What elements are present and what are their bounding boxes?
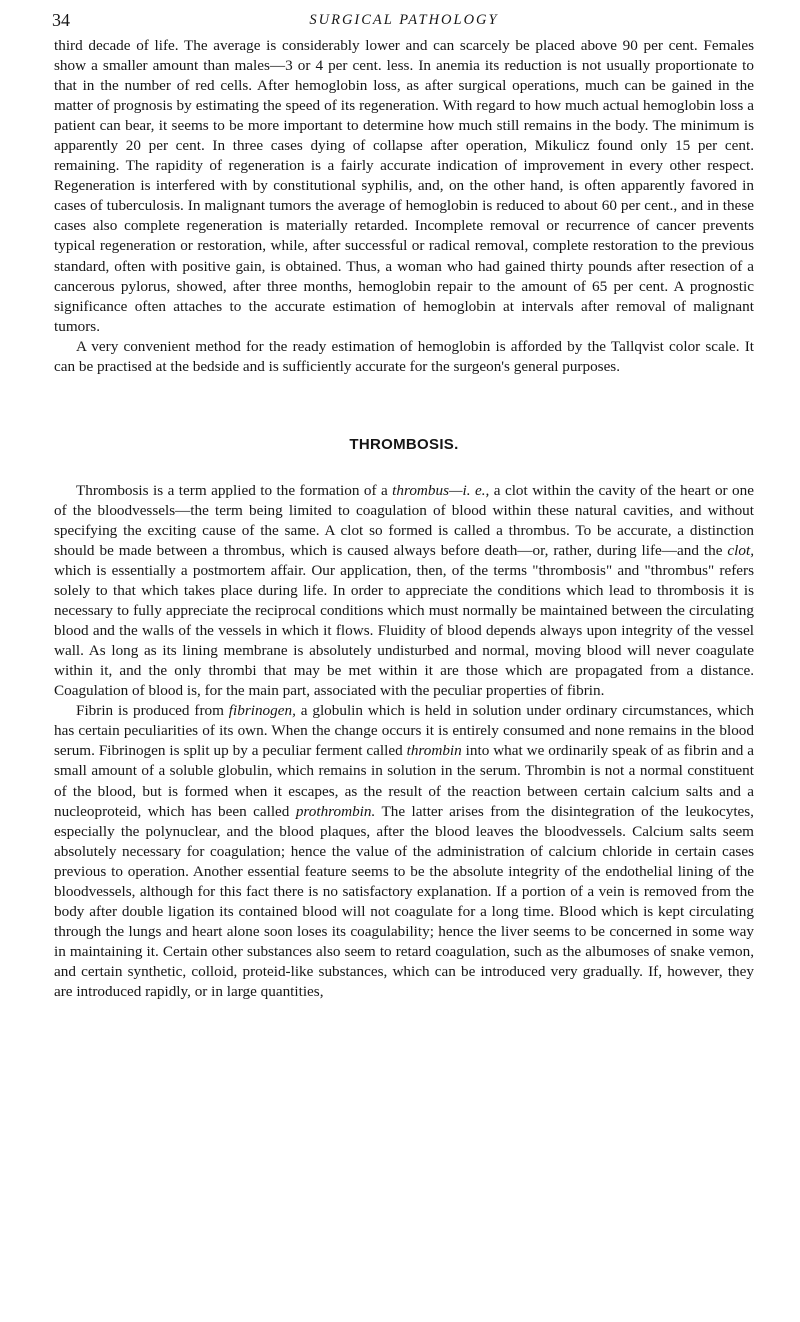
paragraph-fibrin-production: [54, 701, 754, 1002]
italic-run: clot,: [727, 541, 754, 559]
body-bottom: [54, 481, 754, 1002]
text-run: Thrombosis is a term applied to the formation of a: [76, 481, 393, 499]
book-page: [54, 10, 754, 1002]
text-run: into what we ordinarily speak of as fibrin and a small amount of a soluble globulin, which remains in solution in the serum. Thrombin is not a normal constituent of the blood, but is formed when it escapes, as the result of the reaction between certain calcium salts and a nucleoproteid, which has been called: [54, 742, 754, 820]
italic-run: thrombin: [406, 742, 462, 760]
body-top: [54, 36, 754, 377]
italic-run: thrombus—i. e.,: [392, 481, 490, 499]
section-heading: THROMBOSIS.: [349, 435, 459, 453]
running-head: SURGICAL PATHOLOGY: [309, 12, 499, 28]
page-header: [54, 10, 754, 36]
text-run: a globulin which is held in solution under ordinary circumstances, which has certain peculiarities of its own. When the change occurs it is entirely consumed and none remains in the blood serum. Fibrinogen is split up by a peculiar ferment called: [54, 702, 754, 760]
paragraph-thrombosis-definition: [54, 481, 754, 702]
italic-run: prothrombin.: [295, 802, 376, 820]
italic-run: fibrinogen,: [228, 702, 296, 720]
page-number: 34: [52, 10, 70, 30]
text-run: which is essentially a postmortem affair. Our application, then, of the terms "thrombosis" and "thrombus" refers solely to that which takes place during life. In order to appreciate the conditions which lead to thrombosis it is necessary to fully appreciate the reciprocal conditions which must normally be maintained between the circulating blood and the walls of the vessels in which it flows. Fluidity of blood depends always upon integrity of the vessel wall. As long as its lining membrane is absolutely undisturbed and normal, moving blood will never coagulate within it, and the only thrombi that may be met within it are those which are propagated from a distance. Coagulation of blood is, for the main part, associated with the peculiar properties of fibrin.: [54, 561, 754, 700]
paragraph-hemoglobin-regeneration: [54, 36, 754, 337]
paragraph-tallqvist-scale: [54, 337, 754, 377]
text-run: The latter arises from the disintegration of the leukocytes, especially the polynuclear, and the blood plaques, after the blood leaves the bloodvessels. Calcium salts seem absolutely necessary for coagulation; hence the value of the administration of calcium chloride in certain cases previous to operation. Another essential feature seems to be the absolute integrity of the endothelial lining of the bloodvessels, although for this fact there is no satisfactory explanation. If a portion of a vein is removed from the body after double ligation its contained blood will not coagulate for a long time. Blood which is kept circulating through the lungs and heart alone soon loses its coagulability; hence the liver seems to be concerned in some way in maintaining it. Certain other substances also seem to retard coagulation, such as the albumoses of snake vemon, and certain synthetic, colloid, proteid-like substances, which can be introduced very gradually. If, however, they are introduced rapidly, or in large quantities,: [54, 802, 754, 1000]
text-run: third decade of life. The average is considerably lower and can scarcely be placed above 90 per cent. Females show a smaller amount than males—3 or 4 per cent. less. In anemia its reduction is not usually proportionate to that in the number of red cells. After hemoglobin loss, as after surgical operations, much can be gained in the matter of prognosis by estimating the speed of its regeneration. With regard to how much actual hemoglobin loss a patient can bear, it seems to be more important to determine how much still remains in the body. The minimum is apparently 20 per cent. In three cases dying of collapse after operation, Mikulicz found only 15 per cent. remaining. The rapidity of regeneration is a fairly accurate indication of improvement in every other respect. Regeneration is interfered with by constitutional syphilis, and, on the other hand, is often apparently favored in cases of tuberculosis. In malignant tumors the average of hemoglobin is reduced to about 60 per cent., and in these cases also complete regeneration is materially retarded. Incomplete removal or recurrence of cancer prevents typical regeneration or restoration, while, after successful or radical removal, complete restoration to the previous standard, often with positive gain, is obtained. Thus, a woman who had gained thirty pounds after resection of a cancerous pylorus, showed, after three months, hemoglobin repair to the amount of 65 per cent. A prognostic significance often attaches to the accurate estimation of hemoglobin at intervals after removal of malignant tumors.: [54, 37, 754, 335]
text-run: A very convenient method for the ready estimation of hemoglobin is afforded by the Tallqvist color scale. It can be practised at the bedside and is sufficiently accurate for the surgeon's general purposes.: [54, 337, 754, 375]
text-run: Fibrin is produced from: [76, 702, 229, 720]
text-run: a clot within the cavity of the heart or one of the bloodvessels—the term being limited to coagulation of blood within these natural cavities, and without specifying the exciting cause of the same. A clot so formed is called a thrombus. To be accurate, a distinction should be made between a thrombus, which is caused always before death—or, rather, during life—and the: [54, 481, 754, 559]
